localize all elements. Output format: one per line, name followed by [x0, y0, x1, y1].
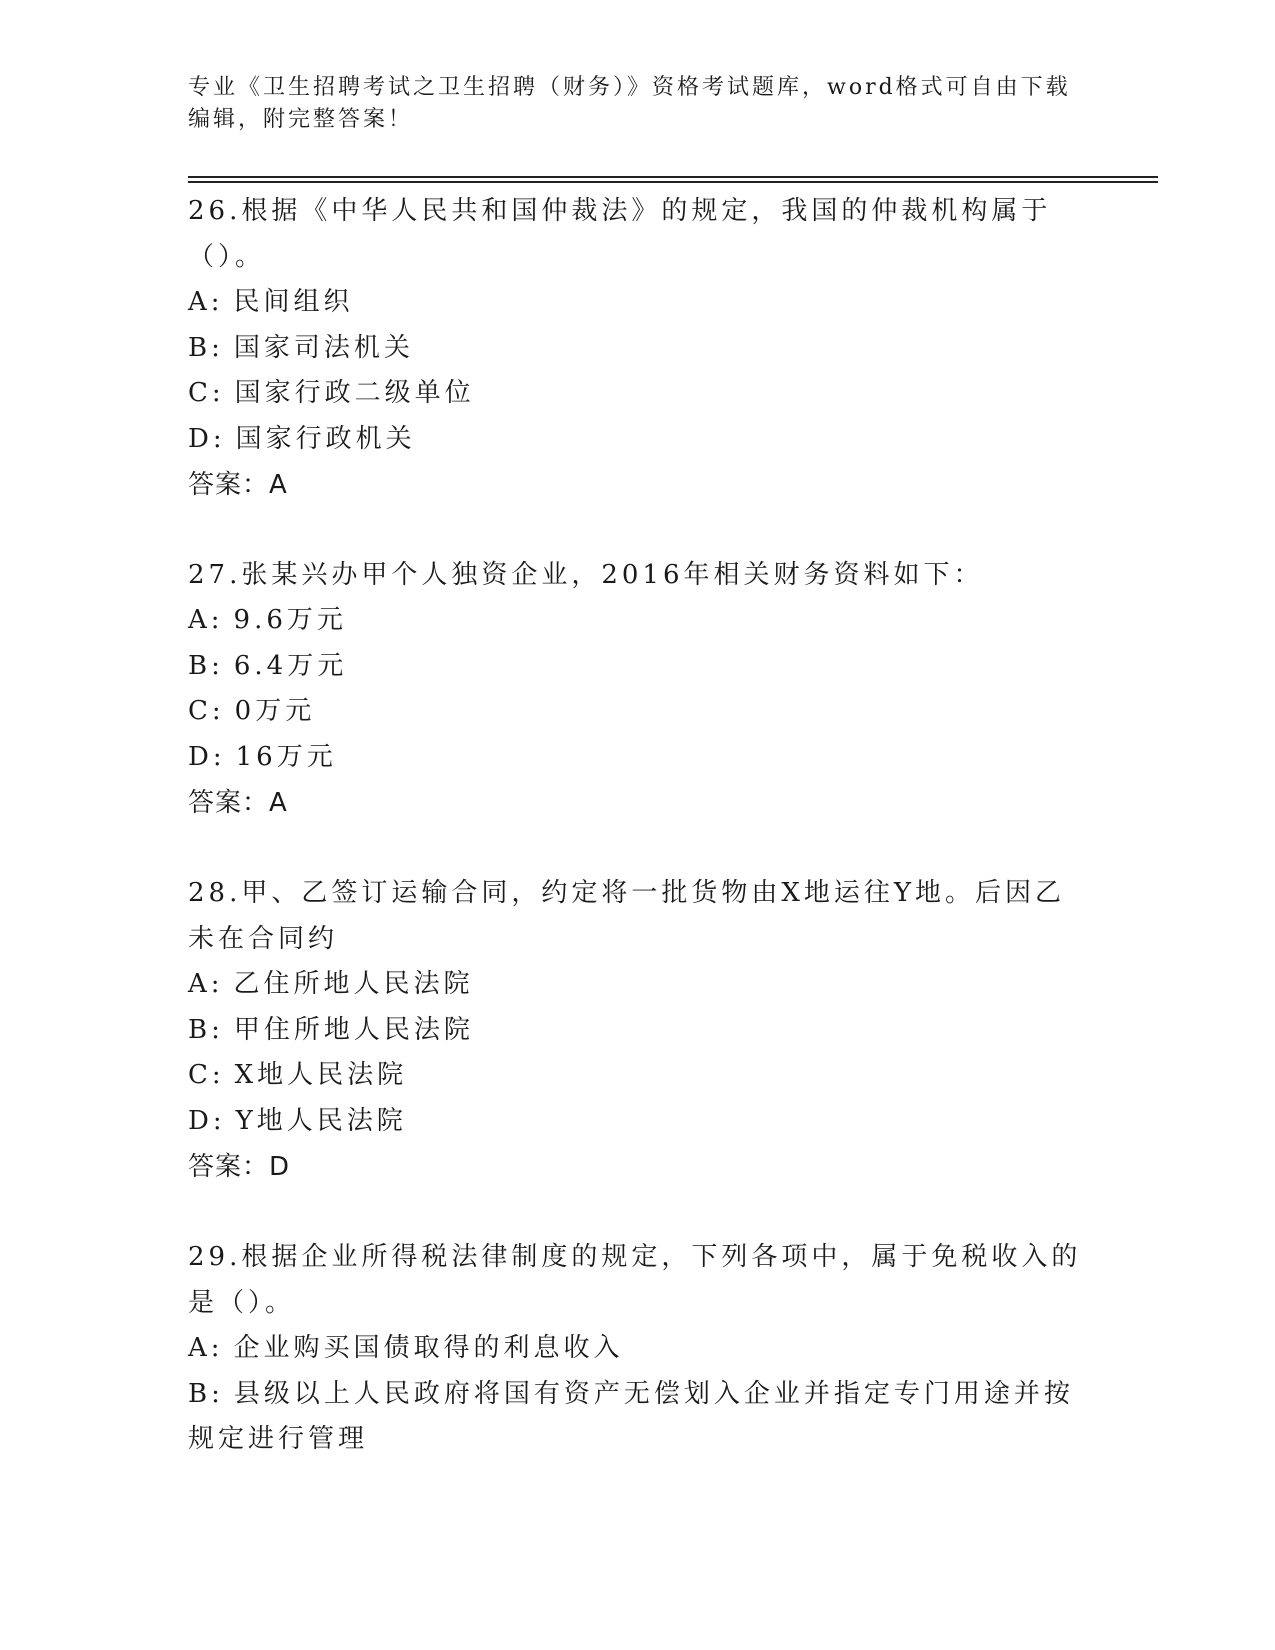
option-b [188, 1008, 1088, 1054]
option-a [188, 598, 1088, 644]
question-stem: 27.张某兴办甲个人独资企业，2016年相关财务资料如下： [188, 560, 984, 590]
option-key: A: [188, 969, 224, 999]
option-text: 县级以上人民政府将国有资产无偿划入企业并指定专门用途并按规定进行管理 [188, 1378, 1074, 1454]
question-26 [188, 188, 1088, 508]
option-b [188, 326, 1088, 372]
option-key: A: [188, 287, 224, 317]
answer-line: 答案：A [188, 788, 288, 818]
option-key: C: [188, 696, 225, 726]
header-divider-top [188, 176, 1158, 178]
option-text: Y地人民法院 [235, 1105, 407, 1136]
question-stem: 26.根据《中华人民共和国仲裁法》的规定，我国的仲裁机构属于（）。 [188, 196, 1052, 272]
question-29 [188, 1234, 1088, 1463]
option-d [188, 417, 1088, 463]
option-key: B: [188, 332, 224, 363]
option-text: 乙住所地人民法院 [233, 969, 474, 999]
document-header [188, 72, 1088, 136]
header-divider-bottom [188, 181, 1158, 183]
answer-line: 答案：A [188, 470, 288, 500]
option-key: C: [188, 378, 225, 408]
option-key: B: [188, 1378, 224, 1409]
option-d [188, 1099, 1088, 1145]
answer-line: 答案：D [188, 1152, 291, 1182]
option-text: X地人民法院 [234, 1060, 408, 1090]
option-text: 0万元 [234, 696, 316, 726]
question-stem: 28.甲、乙签订运输合同，约定将一批货物由X地运往Y地。后因乙未在合同约 [188, 878, 1066, 954]
option-key: B: [188, 650, 224, 681]
option-b [188, 1372, 1088, 1463]
option-text: 国家行政机关 [235, 423, 416, 454]
option-text: 甲住所地人民法院 [233, 1014, 474, 1045]
option-key: D: [188, 1105, 226, 1136]
option-key: D: [188, 741, 226, 772]
option-text: 企业购买国债取得的利息收入 [233, 1333, 624, 1363]
option-a [188, 962, 1088, 1008]
header-intro-text: 专业《卫生招聘考试之卫生招聘（财务）》资格考试题库，word格式可自由下载编辑，附完整答案！ [188, 75, 1071, 132]
option-c [188, 689, 1088, 735]
option-key: D: [188, 423, 226, 454]
option-text: 6.4万元 [233, 650, 348, 681]
question-28 [188, 870, 1088, 1190]
option-d [188, 735, 1088, 781]
option-text: 民间组织 [233, 287, 354, 317]
option-key: C: [188, 1060, 225, 1090]
option-a [188, 280, 1088, 326]
question-27 [188, 552, 1088, 826]
option-text: 16万元 [235, 741, 337, 772]
option-b [188, 644, 1088, 690]
option-c [188, 371, 1088, 417]
option-key: A: [188, 605, 224, 635]
option-key: A: [188, 1333, 224, 1363]
option-text: 国家司法机关 [233, 332, 414, 363]
question-list [188, 188, 1088, 1507]
option-text: 9.6万元 [233, 605, 347, 635]
question-stem: 29.根据企业所得税法律制度的规定，下列各项中，属于免税收入的是（）。 [188, 1242, 1082, 1318]
option-a [188, 1326, 1088, 1372]
option-key: B: [188, 1014, 224, 1045]
option-c [188, 1053, 1088, 1099]
option-text: 国家行政二级单位 [234, 378, 475, 408]
